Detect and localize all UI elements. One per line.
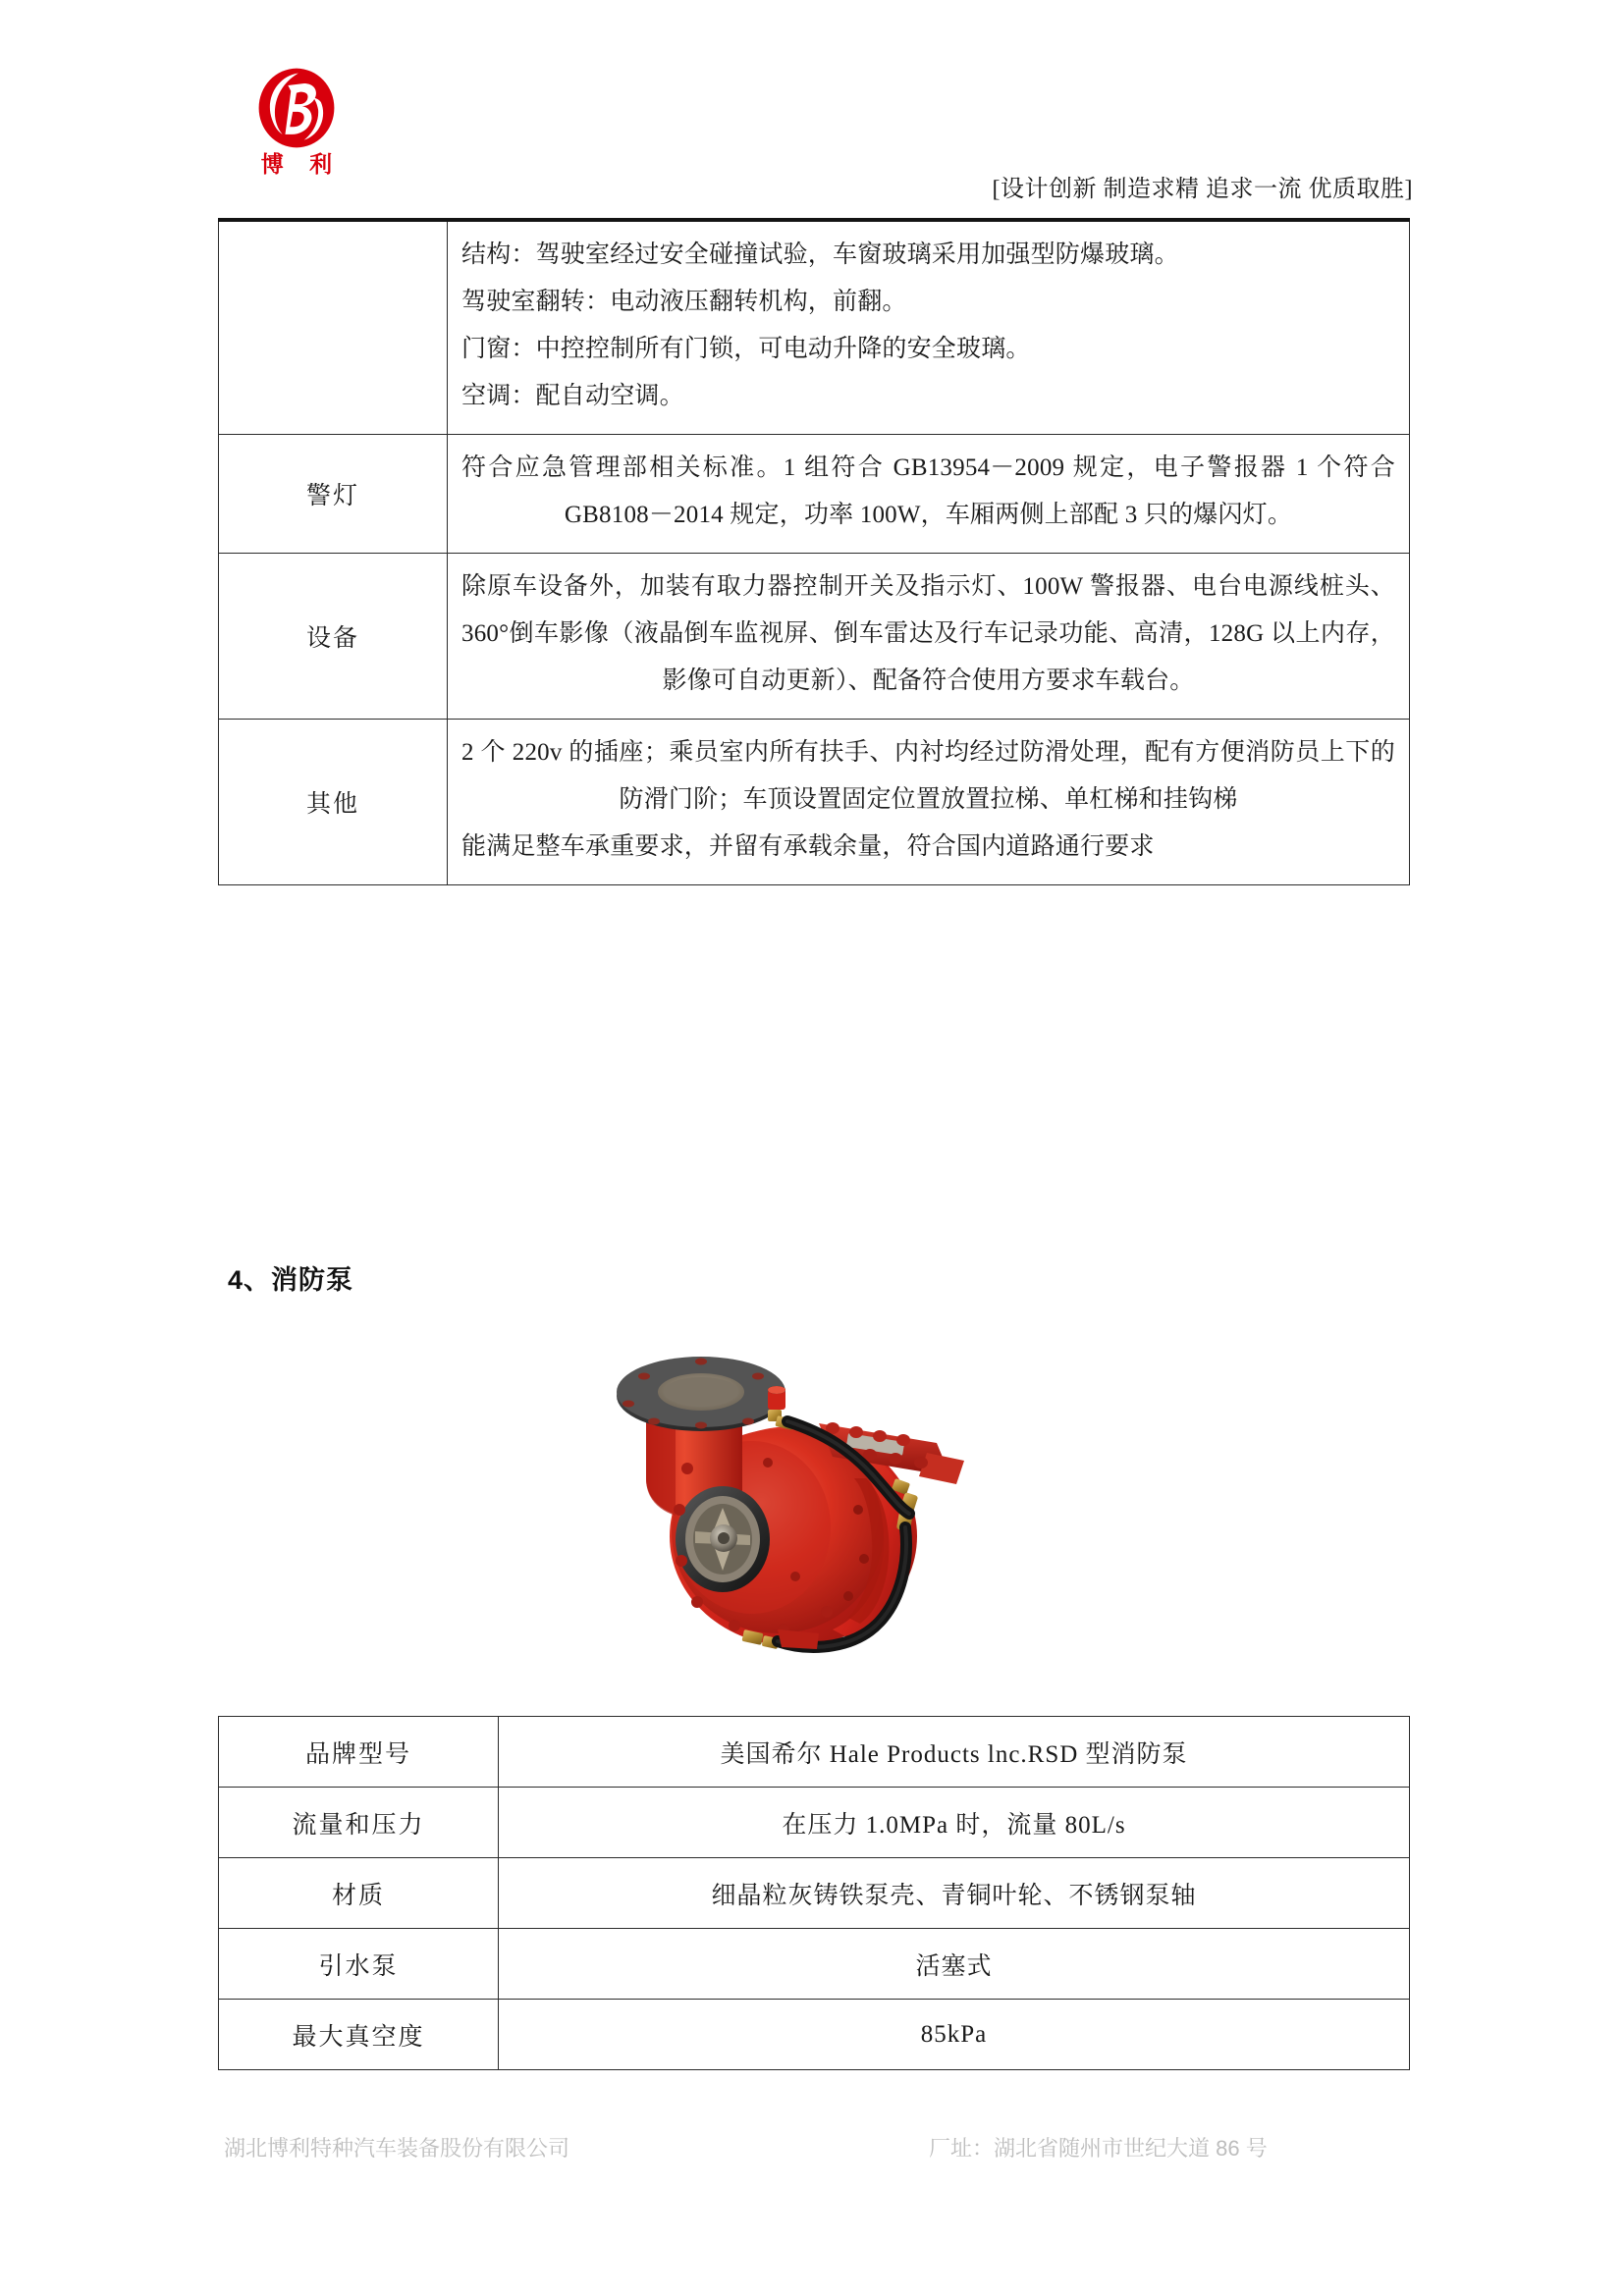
- table-row: [219, 1788, 1410, 1858]
- row-label-equipment: 设备: [219, 554, 448, 720]
- page-header: [0, 0, 1624, 202]
- table-row: [219, 554, 1410, 720]
- page-footer: [0, 2132, 1624, 2181]
- pump-value-flow-pressure: 在压力 1.0MPa 时，流量 80L/s: [499, 1788, 1410, 1858]
- pump-label-brand-model: 品牌型号: [219, 1717, 499, 1788]
- pump-value-brand-model: 美国希尔 Hale Products lnc.RSD 型消防泵: [499, 1717, 1410, 1788]
- boli-b-logo-icon: [249, 61, 344, 155]
- spec-line: 门窗：中控控制所有门锁，可电动升降的安全玻璃。: [461, 336, 1031, 362]
- table-row: [219, 2000, 1410, 2070]
- pump-value-max-vacuum: 85kPa: [499, 2000, 1410, 2070]
- table-row: [219, 435, 1410, 554]
- section-heading-fire-pump: 4、消防泵: [228, 1265, 354, 1295]
- row-label-cabin: [219, 220, 448, 435]
- table-row: [219, 220, 1410, 435]
- pump-label-max-vacuum: 最大真空度: [219, 2000, 499, 2070]
- fire-pump-spec-table: [218, 1716, 1410, 2070]
- fire-pump-illustration: [585, 1335, 1047, 1688]
- spec-line: 能满足整车承重要求，并留有承载余量，符合国内道路通行要求: [461, 833, 1155, 860]
- row-label-warning-light: 警灯: [219, 435, 448, 554]
- header-tagline: [设计创新 制造求精 追求一流 优质取胜]: [992, 177, 1413, 202]
- pump-label-flow-pressure: 流量和压力: [219, 1788, 499, 1858]
- spec-line: 2 个 220v 的插座；乘员室内所有扶手、内衬均经过防滑处理，配有方便消防员上下的防滑门阶；车顶设置固定位置放置拉梯、单杠梯和挂钩梯: [461, 739, 1395, 813]
- spec-line: 驾驶室翻转：电动液压翻转机构，前翻。: [461, 289, 907, 315]
- fire-pump-image: [585, 1335, 1047, 1688]
- footer-address: 厂址：湖北省随州市世纪大道 86 号: [929, 2136, 1268, 2161]
- table-row: [219, 1717, 1410, 1788]
- spec-line: 除原车设备外，加装有取力器控制开关及指示灯、100W 警报器、电台电源线桩头、360°倒车影像（液晶倒车监视屏、倒车雷达及行车记录功能、高清，128G 以上内存，影像可自动更新）、配备符合使用方要求车载台。: [461, 573, 1395, 694]
- spec-line: 空调：配自动空调。: [461, 383, 684, 409]
- table-row: [219, 1929, 1410, 2000]
- spec-line: 符合应急管理部相关标准。1 组符合 GB13954－2009 规定，电子警报器 1 个符合 GB8108－2014 规定，功率 100W，车厢两侧上部配 3 只的爆闪灯。: [461, 454, 1395, 528]
- table-row: [219, 720, 1410, 885]
- pump-label-priming-pump: 引水泵: [219, 1929, 499, 2000]
- table-row: [219, 1858, 1410, 1929]
- logo-wordmark: 博 利: [260, 151, 343, 177]
- footer-company: 湖北博利特种汽车装备股份有限公司: [224, 2136, 570, 2161]
- row-label-other: 其他: [219, 720, 448, 885]
- spec-line: 结构：驾驶室经过安全碰撞试验，车窗玻璃采用加强型防爆玻璃。: [461, 241, 1179, 268]
- row-value-equipment: [448, 554, 1410, 720]
- pump-value-material: 细晶粒灰铸铁泵壳、青铜叶轮、不锈钢泵轴: [499, 1858, 1410, 1929]
- row-value-cabin: [448, 220, 1410, 435]
- row-value-other: [448, 720, 1410, 885]
- vehicle-spec-table: [218, 218, 1410, 885]
- pump-label-material: 材质: [219, 1858, 499, 1929]
- row-value-warning-light: [448, 435, 1410, 554]
- pump-value-priming-pump: 活塞式: [499, 1929, 1410, 2000]
